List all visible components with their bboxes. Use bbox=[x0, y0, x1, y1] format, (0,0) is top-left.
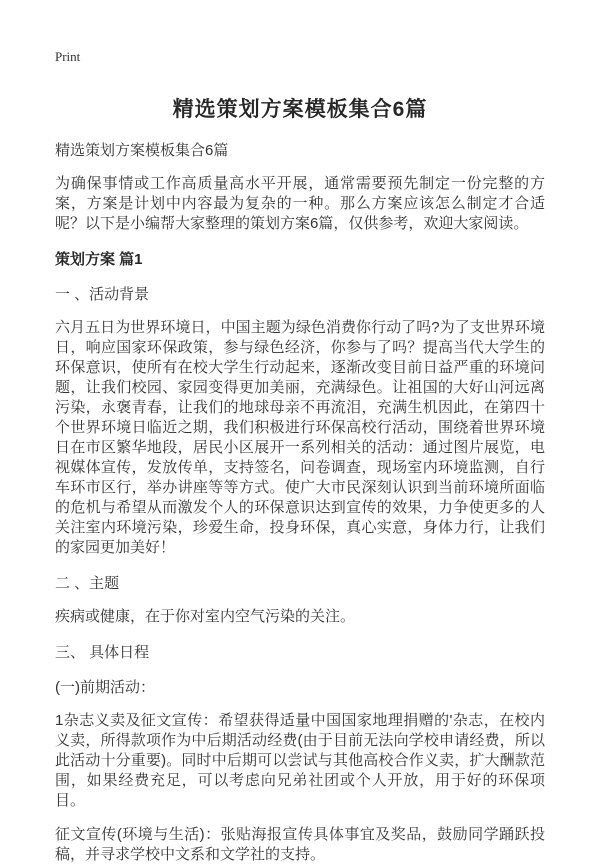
paragraph-activity-background: 六月五日为世界环境日，中国主题为绿色消费你行动了吗?为了支世界环境日，响应国家环保政策，参与绿色经济，你参与了吗？提高当代大学生的环保意识，使所有在校大学生行动起来，逐渐改变目前日益严重的环境问题，让我们校园、家园变得更加美丽，充满绿色。让祖国的大好山河远离污染，永褒青春，让我们的地球母亲不再流泪，充满生机因此，在第四十个世界环境日临近之期，我们积极进行环保高校行活动，围绕着世界环境日在市区繁华地段，居民小区展开一系列相关的活动：通过图片展览，电视媒体宣传，发放传单，支持签名，问卷调查，现场室内环境监测，自行车环市区行，举办讲座等等方式。使广大市民深刻认识到当前环境所面临的危机与希望从而激发个人的环保意识达到宣传的效果，力争使更多的人关注室内环境污染，珍爱生命，投身环保，真心实意，身体力行，让我们的家园更加美好！ bbox=[55, 319, 545, 556]
page-title: 精选策划方案模板集合6篇 bbox=[172, 98, 428, 121]
document-subtitle: 精选策划方案模板集合6篇 bbox=[55, 142, 229, 159]
paragraph-essay-promotion: 征文宣传(环境与生活)：张贴海报宣传具体事宜及奖品，鼓励同学踊跃投稿，并寻求学校中文系和文学社的支持。 bbox=[55, 826, 545, 863]
intro-paragraph: 为确保事情或工作高质量高水平开展，通常需要预先制定一份完整的方案，方案是计划中内容最为复杂的一种。那么方案应该怎么制定才合适呢？以下是小编帮大家整理的策划方案6篇，仅供参考，欢迎大家阅读。 bbox=[55, 175, 545, 232]
heading-theme: 二 、主题 bbox=[55, 575, 120, 592]
paragraph-magazine-sale: 1杂志义卖及征文宣传：希望获得适量中国国家地理捐赠的'杂志，在校内义卖，所得款项作为中后期活动经费(由于目前无法向学校申请经费，所以此活动十分重要)。同时中后期可以尝试与其他高校合作义卖，扩大酬款范围，如果经费充足，可以考虑向兄弟社团或个人开放，用于好的环保项目。 bbox=[55, 712, 545, 809]
section-heading-plan1: 策划方案 篇1 bbox=[55, 251, 143, 268]
print-button[interactable]: Print bbox=[55, 49, 81, 64]
heading-schedule: 三、 具体日程 bbox=[55, 644, 150, 661]
heading-activity-background: 一 、活动背景 bbox=[55, 286, 150, 303]
heading-early-activities: (一)前期活动： bbox=[55, 679, 155, 696]
paragraph-theme: 疾病或健康，在于你对室内空气污染的关注。 bbox=[55, 608, 356, 625]
